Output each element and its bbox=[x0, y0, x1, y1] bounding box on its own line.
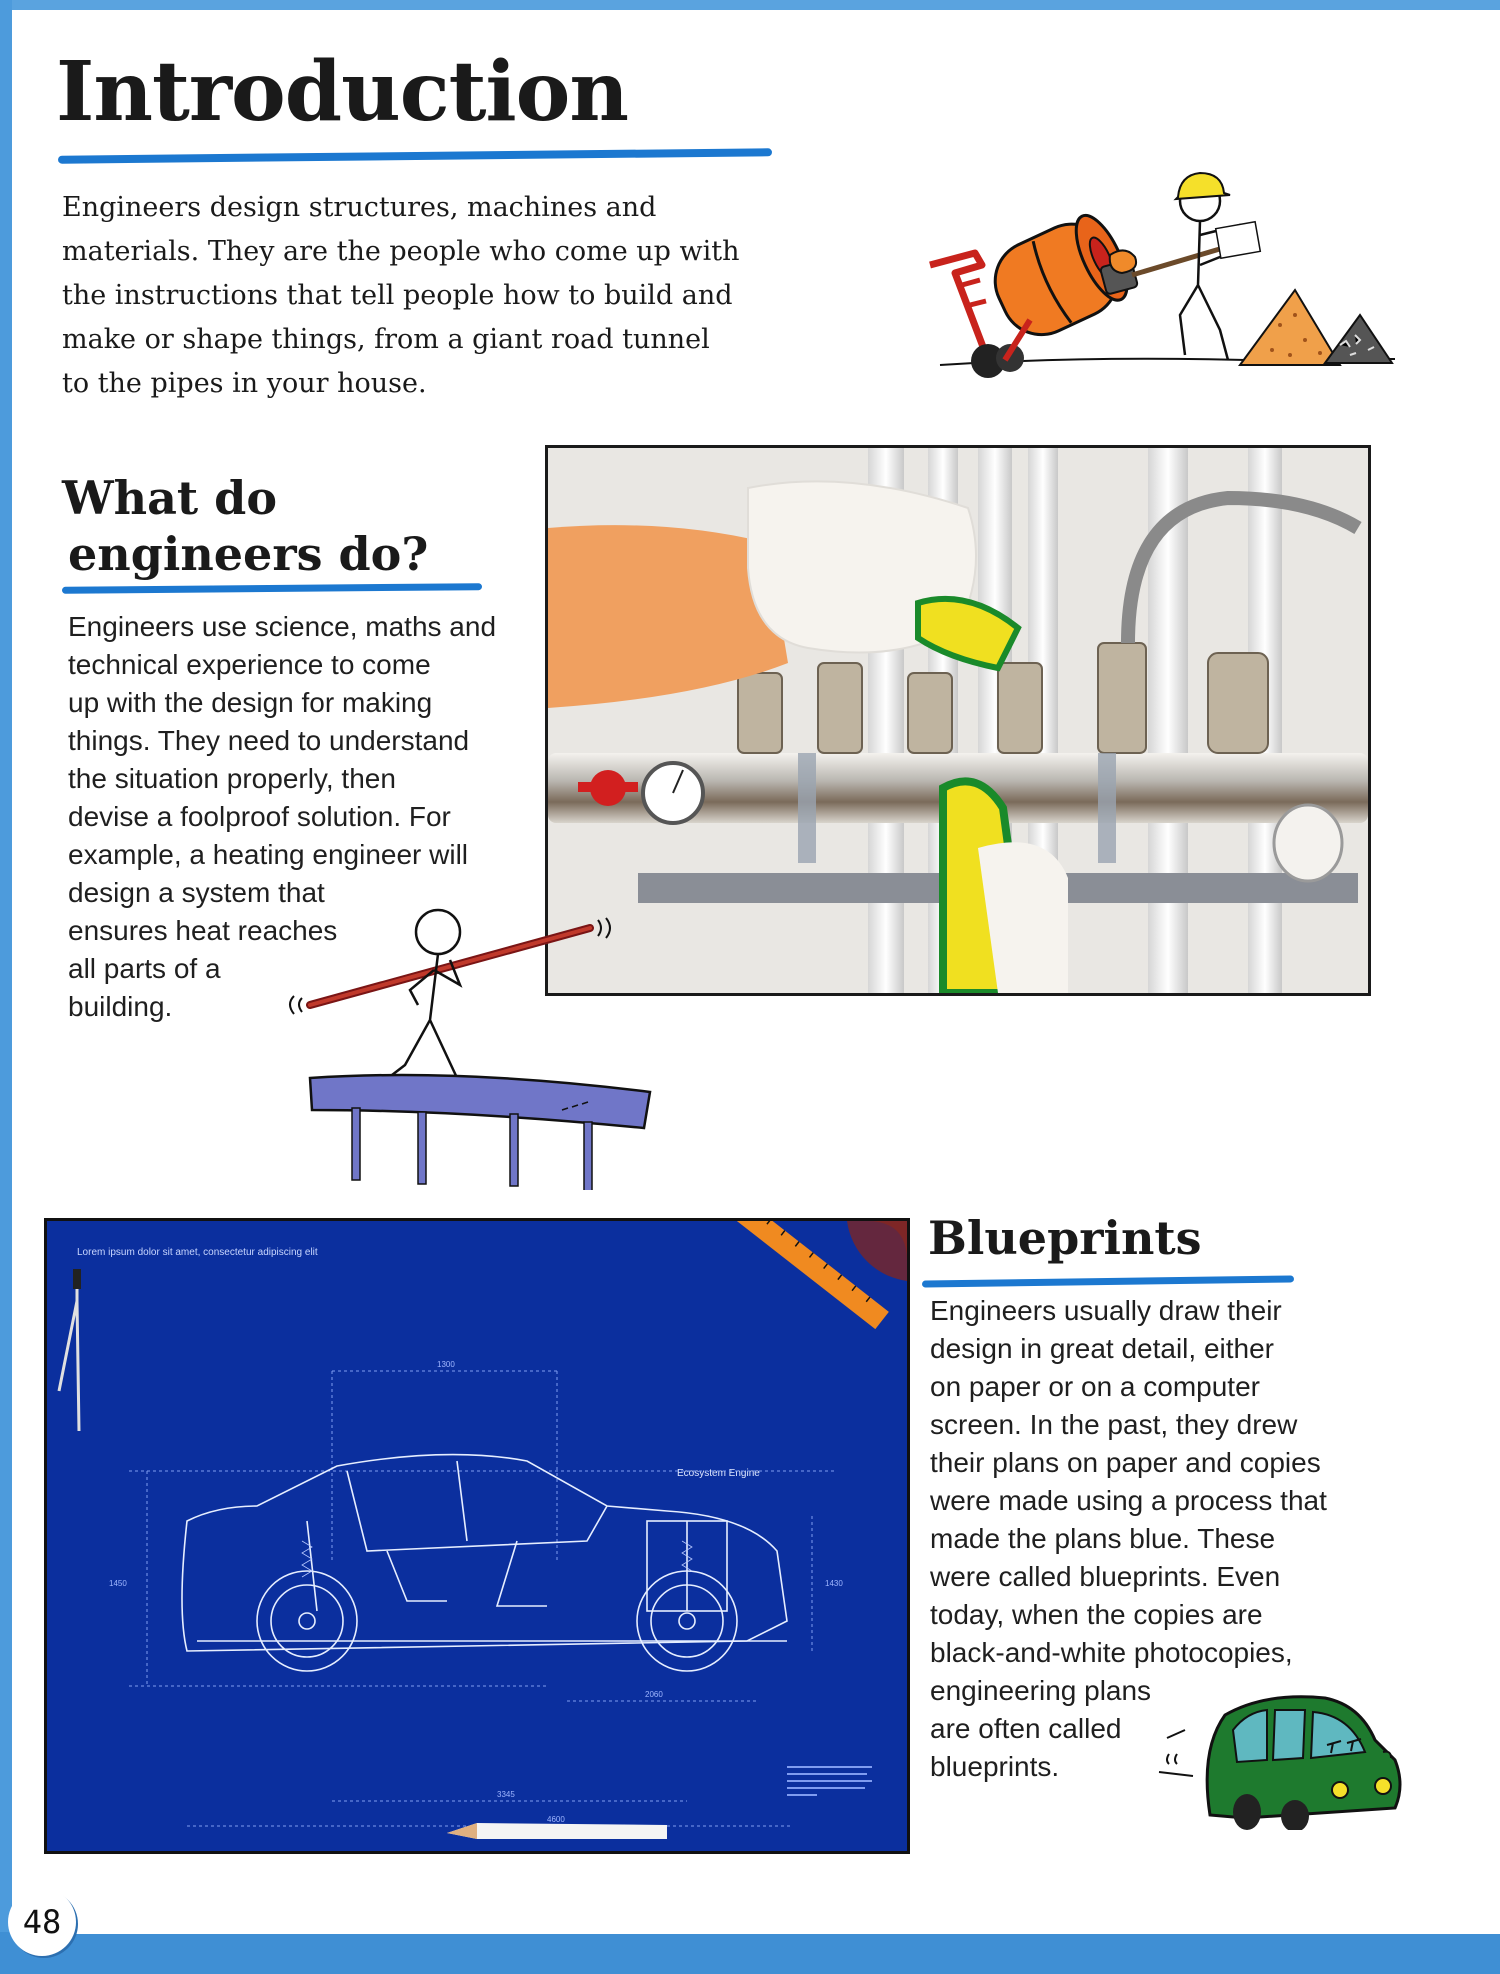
stick-figure-pipe-carrier-illustration bbox=[280, 900, 660, 1190]
page-border-top bbox=[0, 0, 1500, 10]
cement-mixer-illustration bbox=[900, 155, 1400, 385]
page-border-left bbox=[0, 0, 12, 1974]
page-number: 48 bbox=[8, 1888, 76, 1956]
svg-text:3345: 3345 bbox=[497, 1790, 515, 1799]
green-car-illustration bbox=[1155, 1690, 1405, 1830]
blueprint-engine-label: Ecosystem Engine bbox=[677, 1468, 760, 1479]
svg-text:1450: 1450 bbox=[109, 1579, 127, 1588]
what-engineers-do-paragraph: Engineers use science, maths and technical experience to come up with the design for making things. They need to understand the situation properly, then devise a foolproof solution. For example, a heating engineer will design a system that ensures heat reaches all parts of a building. bbox=[68, 611, 497, 1022]
svg-text:4600: 4600 bbox=[547, 1815, 565, 1824]
blueprints-paragraph: Engineers usually draw their design in great detail, either on paper or on a computer screen. In the past, they drew their plans on paper and copies were made using a process that made the plans blue. These were called blueprints. Even today, when the copies are black-and-white photocopies, engineering plans are often called blueprints. bbox=[930, 1295, 1327, 1782]
page-border-bottom bbox=[0, 1932, 1500, 1974]
svg-text:1430: 1430 bbox=[825, 1579, 843, 1588]
heating-engineer-photo bbox=[545, 445, 1371, 996]
section-title-what-engineers-do: What do engineers do? bbox=[62, 471, 429, 581]
intro-paragraph: Engineers design structures, machines and materials. They are the people who come up with the instructions that tell people how to build and make or shape things, from a giant road tunnel to the pipes in your house. bbox=[62, 192, 740, 399]
blueprint-caption: Lorem ipsum dolor sit amet, consectetur adipiscing elit bbox=[77, 1247, 318, 1258]
svg-text:2060: 2060 bbox=[645, 1690, 663, 1699]
svg-text:1300: 1300 bbox=[437, 1360, 455, 1369]
car-blueprint-image bbox=[44, 1218, 910, 1854]
section-title-blueprints: Blueprints bbox=[928, 1211, 1202, 1265]
intro-title: Introduction bbox=[56, 44, 628, 140]
